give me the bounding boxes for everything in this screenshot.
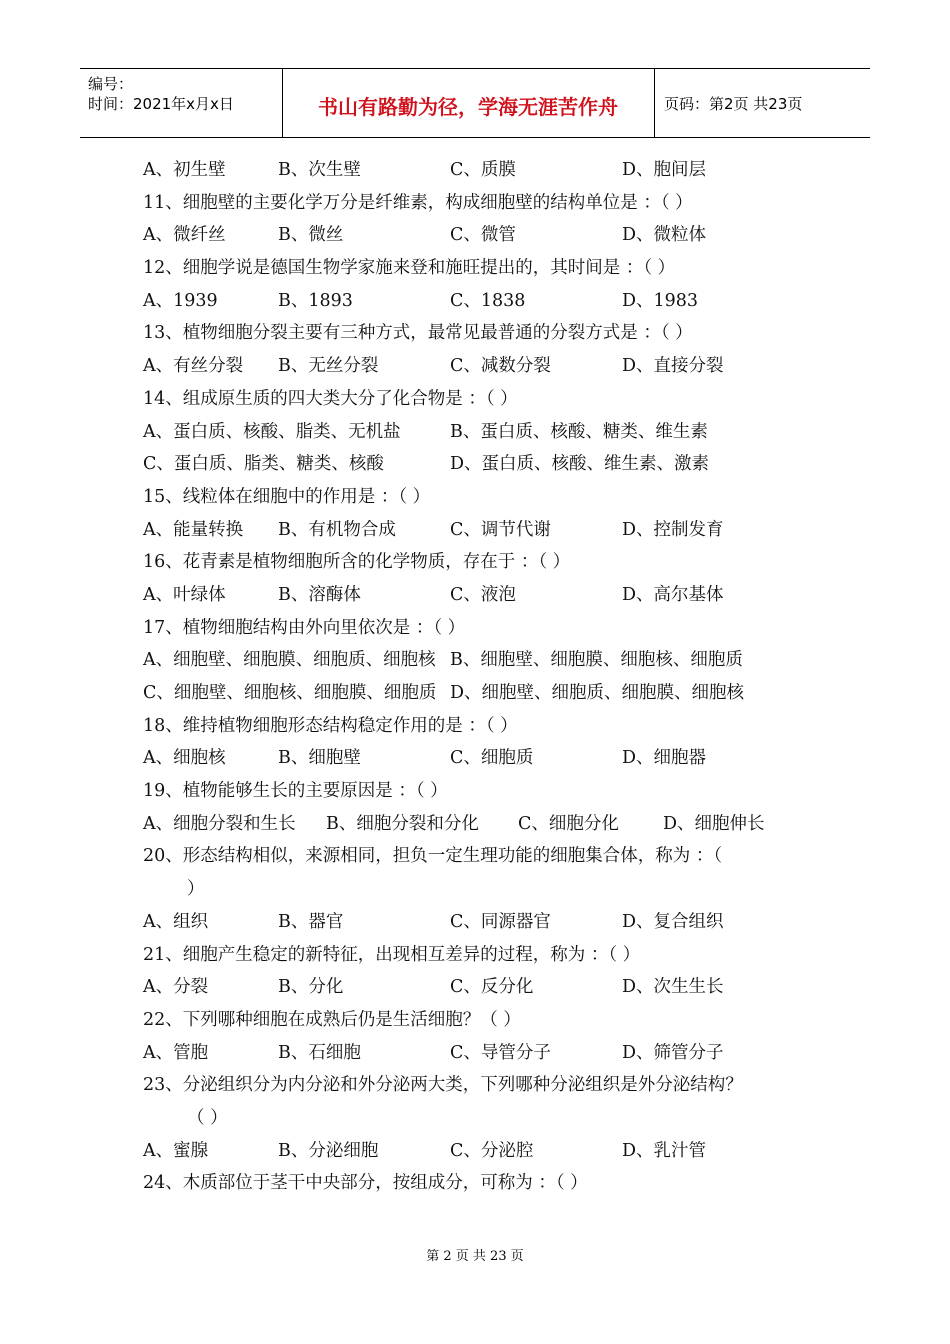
- option-a: A、1939: [143, 290, 218, 311]
- option-c: C、液泡: [450, 584, 516, 605]
- option-c: C、1838: [450, 290, 526, 311]
- question-text: 18、维持植物细胞形态结构稳定作用的是 ：（ ）: [143, 715, 518, 736]
- header-page-cell: [654, 69, 870, 137]
- option-c: C、细胞壁、细胞核、细胞膜、细胞质: [143, 683, 437, 703]
- motto-text: 书山有路勤为径，学海无涯苦作舟: [318, 95, 618, 119]
- options-row: [143, 677, 843, 710]
- serial-label: 编号：: [88, 75, 134, 93]
- option-a: A、初生壁: [143, 160, 226, 180]
- header-motto-cell: [282, 69, 655, 137]
- option-c: C、细胞质: [450, 748, 534, 769]
- option-d: D、蛋白质、核酸、维生素、激素: [450, 454, 710, 475]
- option-c: C、导管分子: [450, 1042, 551, 1063]
- option-b: B、细胞壁: [278, 748, 361, 769]
- options-row: [143, 644, 843, 677]
- options-row: [143, 154, 843, 187]
- option-a: A、细胞分裂和生长: [143, 813, 296, 834]
- question-text: 12、细胞学说是德国生物学家施来登和施旺提出的，其时间是 ：（ ）: [143, 258, 676, 279]
- option-d: D、细胞器: [622, 748, 707, 769]
- question-text: 15、线粒体在细胞中的作用是 ：（ ）: [143, 486, 431, 507]
- option-c: C、细胞分化: [518, 813, 619, 834]
- question-text: 21、细胞产生稳定的新特征，出现相互差异的过程，称为 ：（ ）: [143, 944, 641, 965]
- options-row: [143, 416, 843, 449]
- question-text: 23、分泌组织分为内分泌和外分泌两大类，下列哪种分泌组织是外分泌结构？: [143, 1075, 743, 1096]
- option-a: A、有丝分裂: [143, 356, 244, 377]
- option-c: C、质膜: [450, 160, 516, 180]
- option-a: A、叶绿体: [143, 584, 226, 605]
- option-d: D、直接分裂: [622, 356, 724, 377]
- options-row: [143, 808, 843, 841]
- options-row: [143, 1135, 843, 1168]
- time-label: 时间：2021年x月x日: [88, 95, 234, 113]
- question-continuation: （ ）: [187, 1107, 228, 1128]
- option-b: B、细胞分裂和分化: [326, 813, 479, 834]
- option-a: A、分裂: [143, 977, 209, 998]
- question-text: 11、细胞壁的主要化学万分是纤维素，构成细胞壁的结构单位是 ：（ ）: [143, 192, 693, 213]
- options-row: [143, 514, 843, 547]
- options-row: [143, 285, 843, 318]
- question-text: 17、植物细胞结构由外向里依次是 ：（ ）: [143, 617, 466, 638]
- option-b: B、次生壁: [278, 160, 361, 180]
- options-row: [143, 579, 843, 612]
- options-row: [143, 448, 843, 481]
- options-row: [143, 742, 843, 775]
- option-b: B、1893: [278, 290, 353, 311]
- option-d: D、乳汁管: [622, 1140, 707, 1161]
- question-text: 16、花青素是植物细胞所含的化学物质，存在于 ：（ ）: [143, 552, 571, 573]
- question-text: 24、木质部位于茎干中央部分，按组成分，可称为 ：（ ）: [143, 1173, 588, 1194]
- option-a: A、管胞: [143, 1042, 209, 1063]
- page-header: [80, 68, 870, 138]
- option-b: B、器官: [278, 911, 344, 932]
- options-row: [143, 350, 843, 383]
- option-a: A、微纤丝: [143, 225, 226, 246]
- question-text: 19、植物能够生长的主要原因是 ：（ ）: [143, 781, 448, 802]
- option-d: D、胞间层: [622, 160, 707, 180]
- option-b: B、蛋白质、核酸、糖类、维生素: [450, 421, 708, 442]
- option-c: C、调节代谢: [450, 519, 551, 540]
- option-b: B、分泌细胞: [278, 1140, 379, 1161]
- option-b: B、细胞壁、细胞膜、细胞核、细胞质: [450, 650, 743, 671]
- option-c: C、蛋白质、脂类、糖类、核酸: [143, 454, 384, 475]
- question-text: 20、形态结构相似，来源相同，担负一定生理功能的细胞集合体，称为 ：（: [143, 846, 723, 867]
- option-c: C、同源器官: [450, 911, 551, 932]
- option-b: B、有机物合成: [278, 519, 396, 540]
- option-a: A、蜜腺: [143, 1140, 209, 1161]
- question-list: [143, 154, 843, 1200]
- option-b: B、微丝: [278, 225, 344, 246]
- option-a: A、能量转换: [143, 519, 244, 540]
- options-row: [143, 971, 843, 1004]
- option-c: C、微管: [450, 225, 516, 246]
- option-b: B、分化: [278, 977, 344, 998]
- option-d: D、高尔基体: [622, 584, 724, 605]
- options-row: [143, 906, 843, 939]
- question-continuation: ）: [187, 879, 205, 900]
- page-code: 页码：第2页 共23页: [664, 95, 803, 113]
- options-row: [143, 1037, 843, 1070]
- option-a: A、细胞核: [143, 748, 226, 769]
- option-c: C、反分化: [450, 977, 534, 998]
- option-d: D、细胞伸长: [663, 813, 765, 834]
- options-row: [143, 219, 843, 252]
- option-d: D、1983: [622, 290, 699, 311]
- page-footer: 第 2 页 共 23 页: [426, 1249, 524, 1264]
- option-c: C、减数分裂: [450, 356, 551, 377]
- option-b: B、石细胞: [278, 1042, 361, 1063]
- option-b: B、溶酶体: [278, 584, 361, 605]
- option-d: D、次生生长: [622, 977, 724, 998]
- option-a: A、蛋白质、核酸、脂类、无机盐: [143, 421, 401, 442]
- question-text: 14、组成原生质的四大类大分了化合物是 ：（ ）: [143, 388, 518, 409]
- header-meta-cell: [80, 69, 283, 137]
- option-b: B、无丝分裂: [278, 356, 379, 377]
- option-d: D、微粒体: [622, 225, 707, 246]
- option-d: D、筛管分子: [622, 1042, 724, 1063]
- option-d: D、复合组织: [622, 911, 724, 932]
- question-text: 13、植物细胞分裂主要有三种方式，最常见最普通的分裂方式是 ：（ ）: [143, 323, 693, 344]
- option-a: A、细胞壁、细胞膜、细胞质、细胞核: [143, 650, 436, 671]
- option-c: C、分泌腔: [450, 1140, 534, 1161]
- option-d: D、控制发育: [622, 519, 724, 540]
- option-d: D、细胞壁、细胞质、细胞膜、细胞核: [450, 683, 745, 703]
- option-a: A、组织: [143, 911, 209, 932]
- question-text: 22、下列哪种细胞在成熟后仍是生活细胞？（ ）: [143, 1009, 521, 1030]
